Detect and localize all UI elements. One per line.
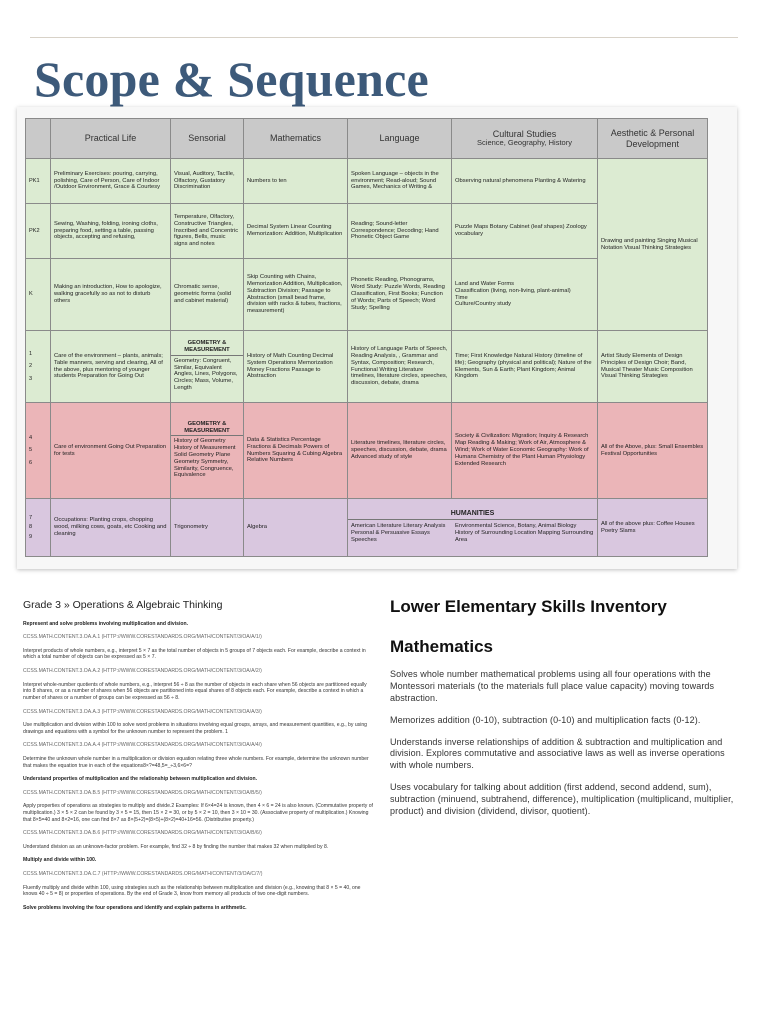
cell-language: Literature timelines, literature circles, speeches, discussion, debate, drama Advanced study of style [348, 403, 452, 499]
scope-sequence-table-image [17, 107, 737, 569]
standard-text: Determine the unknown whole number in a multiplication or division equation relating three whole numbers. For example, determine the unknown number that makes the equation true in each of the equations8×?=48,5=_÷3,6×6=? [23, 755, 369, 769]
cell-language: Reading; Sound-letter Correspondence; Decoding; Hand Phonetic Object Game [348, 204, 452, 259]
humanities-header: HUMANITIES [348, 509, 597, 520]
top-divider [30, 37, 738, 38]
cell-language: American Literature Literary Analysis Personal & Persuasive Essays Speeches [351, 523, 446, 544]
page-title: Scope & Sequence [34, 51, 429, 107]
table-row-pk1 [26, 159, 708, 204]
cell-aesthetic: All of the above plus: Coffee Houses Poetry Slams [598, 499, 708, 557]
cell-aesthetic: Drawing and painting Singing Musical Notation Visual Thinking Strategies [598, 159, 708, 331]
standard-code-link[interactable]: CCSS.MATH.CONTENT.3.OA.A.2 (HTTP://WWW.CORESTANDARDS.ORG/MATH/CONTENT/3/OA/A/2/) [23, 668, 262, 675]
cell-practical: Occupations: Planting crops, chopping wood, milking cows, goats, etc Cooking and cleaning [51, 499, 171, 557]
cell-practical: Care of environment Going Out Preparation for tests [51, 403, 171, 499]
cell-practical: Care of the environment – plants, animals; Table manners, serving and clearing, All of the above, plus mentoring of younger students Preparation for Going Out [51, 331, 171, 403]
grade-labels [26, 331, 51, 403]
standard-text: Apply properties of operations as strategies to multiply and divide.2 Examples: If 6×4=24 is known, then 4 × 6 = 24 is also known. (Commutative property of multiplication.) 3 × 5 × 2 can be found by 3 × 5 = 15, then 15 × 2 = 30, or by 5 × 2 = 10, then 3 × 10 = 30. (Associative property of multiplication.) Knowing that 8×5=40 and 8×2=16, one can find 8×7 as 8×(5+2)=(8×5)+(8×2)=40+16=56. (Distributive property.) [23, 803, 373, 823]
grade-labels [26, 403, 51, 499]
cell-practical: Making an introduction, How to apologize, walking gracefully so as not to disturb others [51, 259, 171, 331]
cell-cultural: Environmental Science, Botany, Animal Biology History of Surrounding Location Mapping Surrounding Area [455, 523, 594, 544]
cell-math: Algebra [244, 499, 348, 557]
scope-sequence-table [25, 118, 708, 557]
cell-sensorial: Chromatic sense, geometric forms (solid and cabinet material) [171, 259, 244, 331]
standard-text: Interpret products of whole numbers, e.g., interpret 5 × 7 as the total number of objects in 5 groups of 7 objects each. For example, describe a context in which a total number of objects can be expressed as 5 × 7. [23, 647, 366, 661]
cell-math: History of Math Counting Decimal System Operations Memorization Money Fractions Passage to Abstraction [244, 331, 348, 403]
standard-code-link[interactable]: CCSS.MATH.CONTENT.3.OA.A.4 (HTTP://WWW.CORESTANDARDS.ORG/MATH/CONTENT/3/OA/A/4/) [23, 742, 262, 749]
standard-text: Understand division as an unknown-factor problem. For example, find 32 ÷ 8 by finding the number that makes 32 when multiplied by 8. [23, 843, 329, 850]
skills-inventory-column [390, 597, 742, 828]
cell-practical: Preliminary Exercises: pouring, carrying, polishing, Care of Person, Care of Indoor /Outdoor Environment, Grace & Courtesy [51, 159, 171, 204]
standard-text: Fluently multiply and divide within 100, using strategies such as the relationship between multiplication and division (e.g., knowing that 8 × 5 = 40, one knows 40 ÷ 5 = 8) or properties of operations. By the end of Grade 3, know from memory all products of two one-digit numbers. [23, 884, 361, 898]
standards-column [23, 599, 374, 918]
standards-heading: Grade 3 » Operations & Algebraic Thinking [23, 599, 223, 611]
cell-language: Spoken Language – objects in the environment; Read-aloud; Sound Games, Mechanics of Writing & [348, 159, 452, 204]
humanities-columns [351, 523, 594, 543]
standard-code-link[interactable]: CCSS.MATH.CONTENT.3.OA.B.6 (HTTP://WWW.CORESTANDARDS.ORG/MATH/CONTENT/3/OA/B/6/) [23, 830, 262, 837]
header-sensorial: Sensorial [171, 119, 244, 159]
cell-humanities [348, 499, 598, 557]
inventory-paragraph: Solves whole number mathematical problems using all four operations with the Montessori materials (to the materials full place value capacity) moving towards abstraction. [390, 669, 715, 703]
cell-sensorial-text: Geometry: Congruent, Similar, Equivalent Angles, Lines, Polygons, Circles; Mass, Volume, Length [174, 357, 238, 392]
cell-practical: Sewing, Washing, folding, ironing cloths, preparing food, setting a table, passing objects, accepting and refusing, [51, 204, 171, 259]
standards-subheading: Solve problems involving the four operations and identify and explain patterns in arithmetic. [23, 904, 247, 911]
table-row-grades-4-6 [26, 403, 708, 499]
cell-sensorial: Visual, Auditory, Tactile, Olfactory, Gustatory Discrimination [171, 159, 244, 204]
cell-sensorial [171, 331, 244, 403]
grade-label: K [26, 259, 51, 331]
table-row-grades-1-3 [26, 331, 708, 403]
grade-label: 4 [29, 434, 33, 441]
standards-subheading: Understand properties of multiplication and the relationship between multiplication and division. [23, 776, 258, 783]
inventory-paragraph: Uses vocabulary for talking about addition (first addend, second addend, sum), subtraction (minuend, subtrahend, difference), multiplication (multiplicand, multiplier, product) and division (dividend, divisor, quotient). [390, 782, 734, 816]
cell-aesthetic: Artist Study Elements of Design Principles of Design Choir; Band, Musical Theater Music Composition Visual Thinking Strategies [598, 331, 708, 403]
grade-label: 1 [29, 350, 33, 357]
grade-label: 8 [29, 524, 33, 531]
standard-code-link[interactable]: CCSS.MATH.CONTENT.3.OA.C.7 (HTTP://WWW.CORESTANDARDS.ORG/MATH/CONTENT/3/OA/C/7/) [23, 871, 263, 878]
cell-language: History of Language Parts of Speech, Reading Analysis, , Grammar and Syntax, Composition; Research, Functional Writing Literature timelines, literature circles, speeches, discussion, debate, drama [348, 331, 452, 403]
standard-code-link[interactable]: CCSS.MATH.CONTENT.3.OA.B.5 (HTTP://WWW.CORESTANDARDS.ORG/MATH/CONTENT/3/OA/B/5/) [23, 789, 262, 796]
inventory-title: Lower Elementary Skills Inventory [390, 597, 667, 616]
standard-code-link[interactable]: CCSS.MATH.CONTENT.3.OA.A.1 (HTTP://WWW.CORESTANDARDS.ORG/MATH/CONTENT/3/OA/A/1/) [23, 634, 262, 641]
standards-subheading: Represent and solve problems involving multiplication and division. [23, 620, 189, 627]
cell-math: Decimal System Linear Counting Memorization: Addition, Multiplication [244, 204, 348, 259]
cell-sensorial-text: History of Geometry History of Measurement Solid Geometry Plane Geometry Symmetry, Similarity, Congruence, Equivalence [174, 438, 236, 479]
grade-label: PK1 [26, 159, 51, 204]
cell-cultural: Observing natural phenomena Planting & Watering [452, 159, 598, 204]
grade-label: 9 [29, 533, 33, 540]
cell-cultural: Puzzle Maps Botany Cabinet (leaf shapes) Zoology vocabulary [452, 204, 598, 259]
grade-label: PK2 [26, 204, 51, 259]
standard-text: Use multiplication and division within 100 to solve word problems in situations involving equal groups, arrays, and measurement quantities, e.g., by using drawings and equations with a symbol for the unknown number to represent the problem. 1 [23, 722, 368, 735]
table-corner [26, 119, 51, 159]
header-mathematics: Mathematics [244, 119, 348, 159]
cell-cultural: Land and Water Forms Classification (living, non-living, plant-animal) Time Culture/Country study [452, 259, 598, 331]
cell-math: Numbers to ten [244, 159, 348, 204]
inventory-paragraph: Memorizes addition (0-10), subtraction (0-10) and multiplication facts (0-12). [390, 714, 701, 725]
cell-sensorial [171, 403, 244, 499]
geometry-header: GEOMETRY & MEASUREMENT [171, 339, 243, 356]
geometry-header: GEOMETRY & MEASUREMENT [171, 420, 243, 437]
cell-math: Skip Counting with Chains, Memorization Addition, Multiplication, Subtraction Division; Passage to Abstraction (small bead frame, division with racks & tubes, fractions, measurement) [244, 259, 348, 331]
cell-cultural: Time; First Knowledge Natural History (timeline of life); Geography (physical and political); Nature of the Elements, Sun & Earth; Plant Kingdom; Animal Kingdom [452, 331, 598, 403]
grade-label: 3 [29, 375, 33, 382]
cell-language: Phonetic Reading, Phonograms, Word Study: Puzzle Words, Reading Classification, First Books; Function of Words; Parts of Speech; Word Study; Spelling [348, 259, 452, 331]
standard-code-link[interactable]: CCSS.MATH.CONTENT.3.OA.A.3 (HTTP://WWW.CORESTANDARDS.ORG/MATH/CONTENT/3/OA/A/3/) [23, 708, 262, 715]
cell-math: Data & Statistics Percentage Fractions & Decimals Powers of Numbers Squaring & Cubing Algebra Relative Numbers [244, 403, 348, 499]
inventory-subject: Mathematics [390, 637, 493, 656]
standard-text: Interpret whole-number quotients of whole numbers, e.g., interpret 56 ÷ 8 as the number of objects in each share when 56 objects are partitioned equally into 8 shares, or as a number of shares when 56 objects are partitioned into equal shares of 8 objects each. For example, describe a context in which a number of shares or a number of groups can be expressed as 56 ÷ 8. [23, 681, 367, 701]
cell-aesthetic: All of the Above, plus: Small Ensembles Festival Opportunities [598, 403, 708, 499]
header-cultural-subtitle: Science, Geography, History [477, 138, 572, 148]
grade-label: 7 [29, 514, 33, 521]
header-practical-life: Practical Life [51, 119, 171, 159]
grade-label: 5 [29, 447, 33, 454]
grade-label: 6 [29, 459, 33, 466]
cell-sensorial: Temperature, Olfactory, Constructive Triangles, Inscribed and Concentric figures, Bells, music signs and notes [171, 204, 244, 259]
inventory-paragraph: Understands inverse relationships of addition & subtraction and multiplication and division. Explores commutative and associative laws as well as inverse operations with whole numbers. [390, 736, 725, 771]
grade-labels [26, 499, 51, 557]
header-aesthetic: Aesthetic & Personal Development [598, 119, 708, 159]
header-cultural-studies [452, 119, 598, 159]
table-row-grades-7-9 [26, 499, 708, 557]
header-cultural-title: Cultural Studies [492, 129, 557, 140]
standards-subheading: Multiply and divide within 100. [23, 857, 97, 864]
grade-label: 2 [29, 363, 33, 370]
header-language: Language [348, 119, 452, 159]
cell-sensorial: Trigonometry [171, 499, 244, 557]
cell-cultural: Society & Civilization: Migration; Inquiry & Research Map Reading & Making; Work of Air, Atmosphere & Wind; Work of Water Economic Geography: Work of Humans Chemistry of the Plant Human Physiology Extended Research [452, 403, 598, 499]
